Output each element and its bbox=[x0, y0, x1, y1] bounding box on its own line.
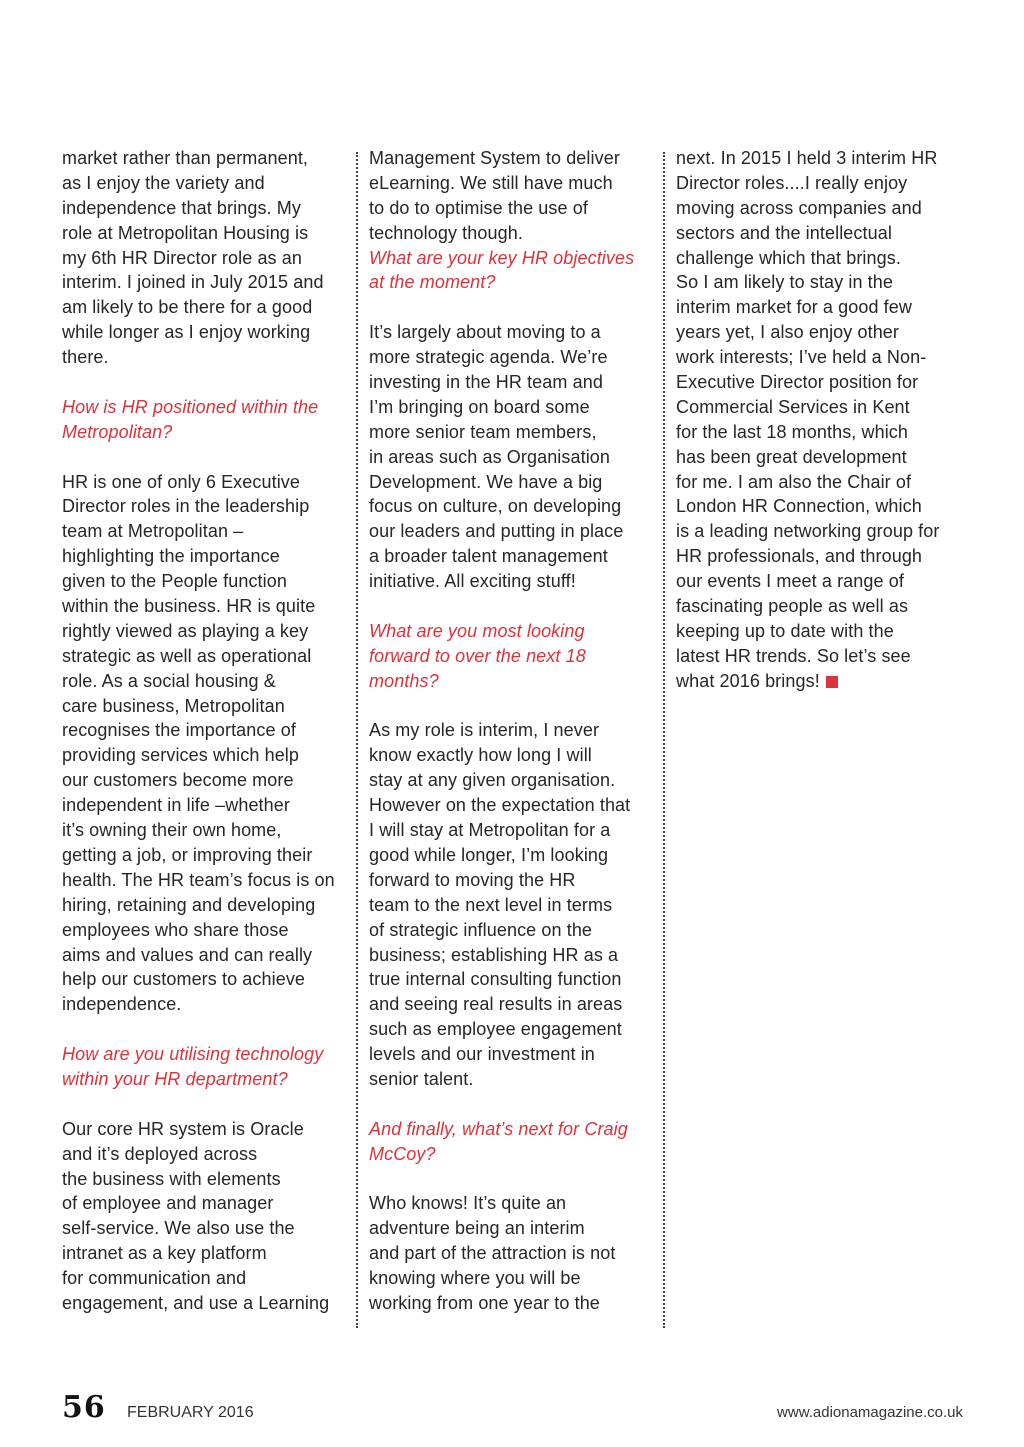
body-line: more senior team members, bbox=[369, 421, 597, 442]
body-line: health. The HR team’s focus is on bbox=[62, 869, 335, 890]
body-line: as I enjoy the variety and bbox=[62, 172, 265, 193]
article-column-1 bbox=[62, 146, 350, 1316]
question-line: How are you utilising technology bbox=[62, 1044, 324, 1065]
body-line: a broader talent management bbox=[369, 546, 608, 567]
body-line bbox=[62, 370, 350, 395]
body-line: years yet, I also enjoy other bbox=[676, 322, 900, 343]
body-line: eLearning. We still have much bbox=[369, 172, 613, 193]
body-line: forward to moving the HR bbox=[369, 869, 576, 890]
body-line: working from one year to the bbox=[369, 1292, 600, 1313]
body-line: what 2016 brings! bbox=[676, 670, 820, 691]
body-line: As my role is interim, I never bbox=[369, 720, 600, 741]
body-line: levels and our investment in bbox=[369, 1044, 595, 1065]
body-line: given to the People function bbox=[62, 571, 287, 592]
page-number: 56 bbox=[62, 1390, 106, 1425]
body-line: there. bbox=[62, 347, 109, 368]
body-line: in areas such as Organisation bbox=[369, 446, 611, 467]
body-line: technology though. bbox=[369, 222, 523, 243]
body-line: role. As a social housing & bbox=[62, 670, 276, 691]
body-line: I will stay at Metropolitan for a bbox=[369, 820, 611, 841]
end-of-article-marker bbox=[826, 676, 838, 688]
body-line: the business with elements bbox=[62, 1168, 281, 1189]
body-line: senior talent. bbox=[369, 1068, 474, 1089]
body-line bbox=[369, 694, 659, 719]
body-line: HR professionals, and through bbox=[676, 546, 923, 567]
body-line: for me. I am also the Chair of bbox=[676, 471, 912, 492]
body-line: more strategic agenda. We’re bbox=[369, 347, 608, 368]
body-line: strategic as well as operational bbox=[62, 645, 312, 666]
body-line: adventure being an interim bbox=[369, 1218, 585, 1239]
body-line bbox=[369, 1167, 659, 1192]
body-line: I’m bringing on board some bbox=[369, 396, 590, 417]
body-line bbox=[62, 1092, 350, 1117]
article-column-2 bbox=[369, 146, 659, 1316]
closing-line bbox=[676, 669, 976, 694]
body-line: investing in the HR team and bbox=[369, 372, 603, 393]
body-line: my 6th HR Director role as an bbox=[62, 247, 302, 268]
body-line: Development. We have a big bbox=[369, 471, 603, 492]
body-line: initiative. All exciting stuff! bbox=[369, 571, 576, 592]
website-url[interactable]: www.adionamagazine.co.uk bbox=[777, 1404, 963, 1421]
question-line: What are you most looking bbox=[369, 620, 585, 641]
body-line: self-service. We also use the bbox=[62, 1218, 295, 1239]
body-line bbox=[369, 594, 659, 619]
body-line: Management System to deliver bbox=[369, 148, 620, 168]
body-line: intranet as a key platform bbox=[62, 1243, 267, 1264]
body-line bbox=[369, 295, 659, 320]
body-line: latest HR trends. So let’s see bbox=[676, 645, 911, 666]
body-line: Commercial Services in Kent bbox=[676, 396, 910, 417]
article-column-3 bbox=[676, 146, 976, 694]
question-line: Metropolitan? bbox=[62, 421, 173, 442]
body-line: our customers become more bbox=[62, 770, 294, 791]
question-line: at the moment? bbox=[369, 272, 496, 293]
body-line: and part of the attraction is not bbox=[369, 1243, 616, 1264]
body-line: am likely to be there for a good bbox=[62, 297, 313, 318]
body-line: of strategic influence on the bbox=[369, 919, 593, 940]
body-line: for the last 18 months, which bbox=[676, 421, 909, 442]
body-line: has been great development bbox=[676, 446, 907, 467]
body-line: within the business. HR is quite bbox=[62, 596, 316, 617]
question-line: What are your key HR objectives bbox=[369, 247, 635, 268]
body-line: help our customers to achieve bbox=[62, 969, 306, 990]
body-line: team at Metropolitan – bbox=[62, 521, 244, 542]
body-line: Our core HR system is Oracle bbox=[62, 1118, 304, 1139]
body-line: focus on culture, on developing bbox=[369, 496, 622, 517]
body-line: good while longer, I’m looking bbox=[369, 844, 609, 865]
body-line: such as employee engagement bbox=[369, 1019, 622, 1040]
body-line: to do to optimise the use of bbox=[369, 197, 588, 218]
body-line: team to the next level in terms bbox=[369, 894, 613, 915]
body-line: It’s largely about moving to a bbox=[369, 322, 601, 343]
body-line: recognises the importance of bbox=[62, 720, 296, 741]
body-line bbox=[62, 1017, 350, 1042]
body-line: engagement, and use a Learning bbox=[62, 1292, 330, 1313]
body-line: keeping up to date with the bbox=[676, 620, 894, 641]
body-line: next. In 2015 I held 3 interim HR bbox=[676, 148, 938, 168]
body-line: interim. I joined in July 2015 and bbox=[62, 272, 324, 293]
body-line: Director roles....I really enjoy bbox=[676, 172, 908, 193]
body-line: knowing where you will be bbox=[369, 1268, 581, 1289]
body-line: role at Metropolitan Housing is bbox=[62, 222, 309, 243]
body-line: rightly viewed as playing a key bbox=[62, 620, 309, 641]
body-line: sectors and the intellectual bbox=[676, 222, 892, 243]
question-line: How is HR positioned within the bbox=[62, 396, 319, 417]
body-line: London HR Connection, which bbox=[676, 496, 922, 517]
body-line: aims and values and can really bbox=[62, 944, 313, 965]
body-line: independent in life –whether bbox=[62, 795, 290, 816]
body-line: moving across companies and bbox=[676, 197, 922, 218]
body-line: hiring, retaining and developing bbox=[62, 894, 316, 915]
question-line: months? bbox=[369, 670, 439, 691]
body-line: employees who share those bbox=[62, 919, 289, 940]
body-line: interim market for a good few bbox=[676, 297, 912, 318]
body-line: Director roles in the leadership bbox=[62, 496, 310, 517]
body-line: and seeing real results in areas bbox=[369, 994, 623, 1015]
body-line: HR is one of only 6 Executive bbox=[62, 471, 301, 492]
body-line: of employee and manager bbox=[62, 1193, 274, 1214]
body-line: Executive Director position for bbox=[676, 372, 919, 393]
body-line: getting a job, or improving their bbox=[62, 844, 313, 865]
body-line: challenge which that brings. bbox=[676, 247, 901, 268]
body-line: However on the expectation that bbox=[369, 795, 631, 816]
body-line: is a leading networking group for bbox=[676, 521, 940, 542]
body-line bbox=[62, 445, 350, 470]
body-line bbox=[369, 1092, 659, 1117]
body-line: work interests; I’ve held a Non- bbox=[676, 347, 927, 368]
column-divider bbox=[663, 152, 665, 1328]
column-divider bbox=[356, 152, 358, 1328]
question-line: within your HR department? bbox=[62, 1068, 288, 1089]
body-line: highlighting the importance bbox=[62, 546, 280, 567]
body-line: and it’s deployed across bbox=[62, 1143, 258, 1164]
issue-date: FEBRUARY 2016 bbox=[127, 1404, 254, 1421]
body-line: our events I meet a range of bbox=[676, 571, 904, 592]
body-line: stay at any given organisation. bbox=[369, 770, 616, 791]
question-line: And finally, what’s next for Craig bbox=[369, 1118, 628, 1139]
body-line: true internal consulting function bbox=[369, 969, 622, 990]
body-line: it’s owning their own home, bbox=[62, 820, 282, 841]
body-line: independence. bbox=[62, 994, 182, 1015]
body-line: market rather than permanent, bbox=[62, 148, 309, 168]
body-line: care business, Metropolitan bbox=[62, 695, 285, 716]
body-line: while longer as I enjoy working bbox=[62, 322, 311, 343]
body-line: fascinating people as well as bbox=[676, 596, 909, 617]
body-line: our leaders and putting in place bbox=[369, 521, 624, 542]
body-line: for communication and bbox=[62, 1268, 247, 1289]
body-line: So I am likely to stay in the bbox=[676, 272, 893, 293]
body-line: Who knows! It’s quite an bbox=[369, 1193, 567, 1214]
body-line: independence that brings. My bbox=[62, 197, 301, 218]
question-line: McCoy? bbox=[369, 1143, 436, 1164]
question-line: forward to over the next 18 bbox=[369, 645, 586, 666]
body-line: business; establishing HR as a bbox=[369, 944, 619, 965]
body-line: know exactly how long I will bbox=[369, 745, 592, 766]
body-line: providing services which help bbox=[62, 745, 300, 766]
